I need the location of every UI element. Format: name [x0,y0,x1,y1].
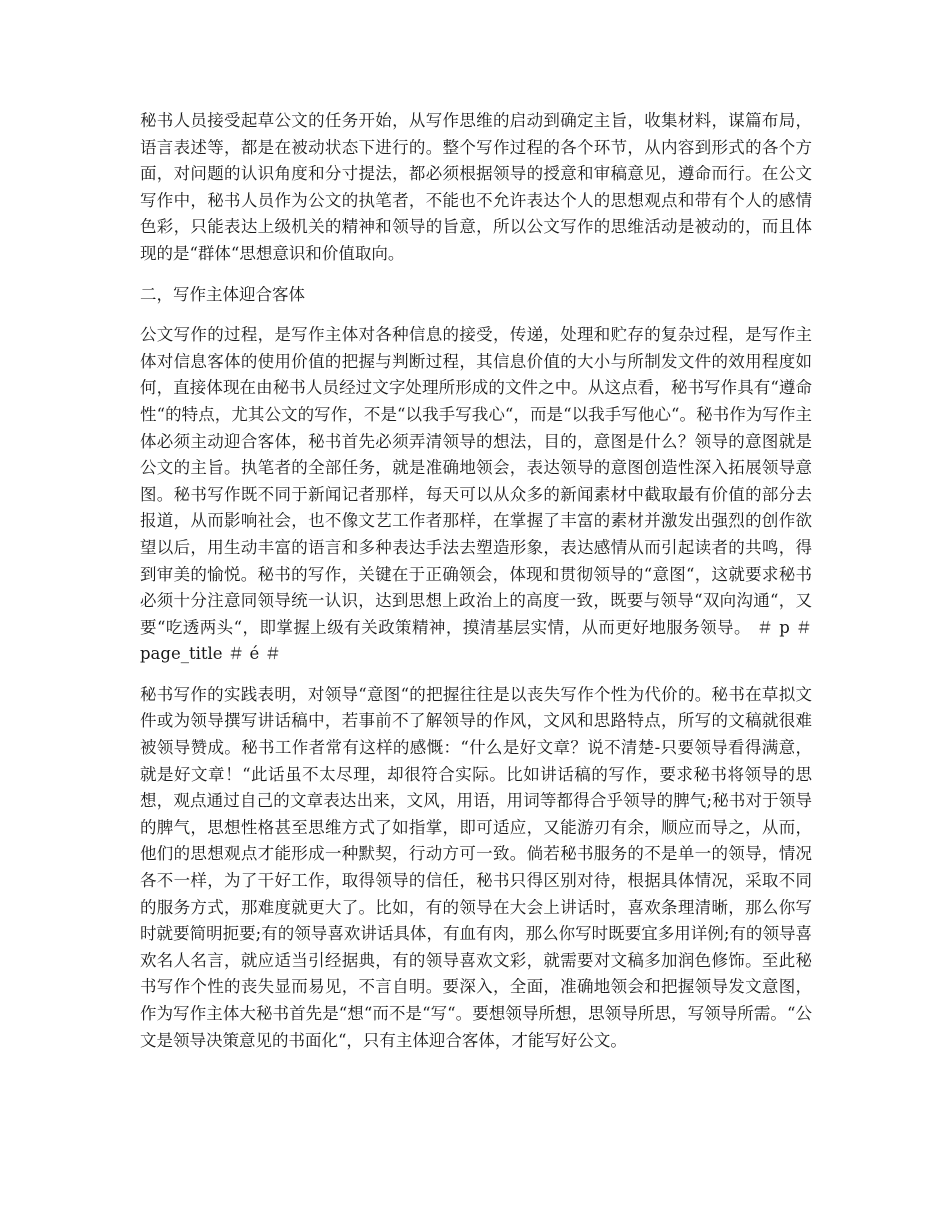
paragraph-passive-writing: 秘书人员接受起草公文的任务开始，从写作思维的启动到确定主旨，收集材料，谋篇布局，语言表述等，都是在被动状态下进行的。整个写作过程的各个环节，从内容到形式的各个方面，对问题的认识角度和分寸提法，都必须根据领导的授意和审稿意见，遵命而行。在公文写作中，秘书人员作为公文的执笔者，不能也不允许表达个人的思想观点和带有个人的感情色彩，只能表达上级机关的精神和领导的旨意，所以公文写作的思维活动是被动的，而且体现的是“群体“思想意识和价值取向。 [140,111,812,263]
document-page [140,108,812,1054]
paragraph-writing-practice: 秘书写作的实践表明，对领导“意图“的把握往往是以丧失写作个性为代价的。秘书在草拟文件或为领导撰写讲话稿中，若事前不了解领导的作风，文风和思路特点，所写的文稿就很难被领导赞成。秘书工作者常有这样的感慨：“什么是好文章？说不清楚-只要领导看得满意，就是好文章！“此话虽不太尽理，却很符合实际。比如讲话稿的写作，要求秘书将领导的思想，观点通过自己的文章表达出来，文风，用语，用词等都得合乎领导的脾气;秘书对于领导的脾气，思想性格甚至思维方式了如指掌，即可适应，又能游刃有余，顺应而导之，从而，他们的思想观点才能形成一种默契，行动方可一致。倘若秘书服务的不是单一的领导，情况各不一样，为了干好工作，取得领导的信任，秘书只得区别对待，根据具体情况，采取不同的服务方式，那难度就更大了。比如，有的领导在大会上讲话时，喜欢条理清晰，那么你写时就要简明扼要;有的领导喜欢讲话具体，有血有肉，那么你写时既要宜多用详例;有的领导喜欢名人名言，就应适当引经据典，有的领导喜欢文彩，就需要对文稿多加润色修饰。至此秘书写作个性的丧失显而易见，不言自明。要深入，全面，准确地领会和把握领导发文意图，作为写作主体大秘书首先是“想“而不是“写“。要想领导所想，思领导所思，写领导所需。“公文是领导决策意见的书面化“，只有主体迎合客体，才能写好公文。 [140,684,812,1050]
section-heading: 二，写作主体迎合客体 [140,284,305,304]
paragraph-subject-meets-object: 公文写作的过程，是写作主体对各种信息的接受，传递，处理和贮存的复杂过程，是写作主体对信息客体的使用价值的把握与判断过程，其信息价值的大小与所制发文件的效用程度如何，直接体现在由秘书人员经过文字处理所形成的文件之中。从这点看，秘书写作具有“遵命性“的特点，尤其公文的写作，不是“以我手写我心“，而是“以我手写他心“。秘书作为写作主体必须主动迎合客体，秘书首先必须弄清领导的想法，目的，意图是什么？领导的意图就是公文的主旨。执笔者的全部任务，就是准确地领会，表达领导的意图创造性深入拓展领导意图。秘书写作既不同于新闻记者那样，每天可以从众多的新闻素材中截取最有价值的部分去报道，从而影响社会，也不像文艺工作者那样，在掌握了丰富的素材并激发出强烈的创作欲望以后，用生动丰富的语言和多种表达手法去塑造形象，表达感情从而引起读者的共鸣，得到审美的愉悦。秘书的写作，关键在于正确领会，体现和贯彻领导的“意图“，这就要求秘书必须十分注意同领导统一认识，达到思想上政治上的高度一致，既要与领导“双向沟通“，又要“吃透两头“，即掌握上级有关政策精神，摸清基层实情，从而更好地服务领导。 ＃ p ＃ page_title ＃ é ＃ [140,325,812,664]
